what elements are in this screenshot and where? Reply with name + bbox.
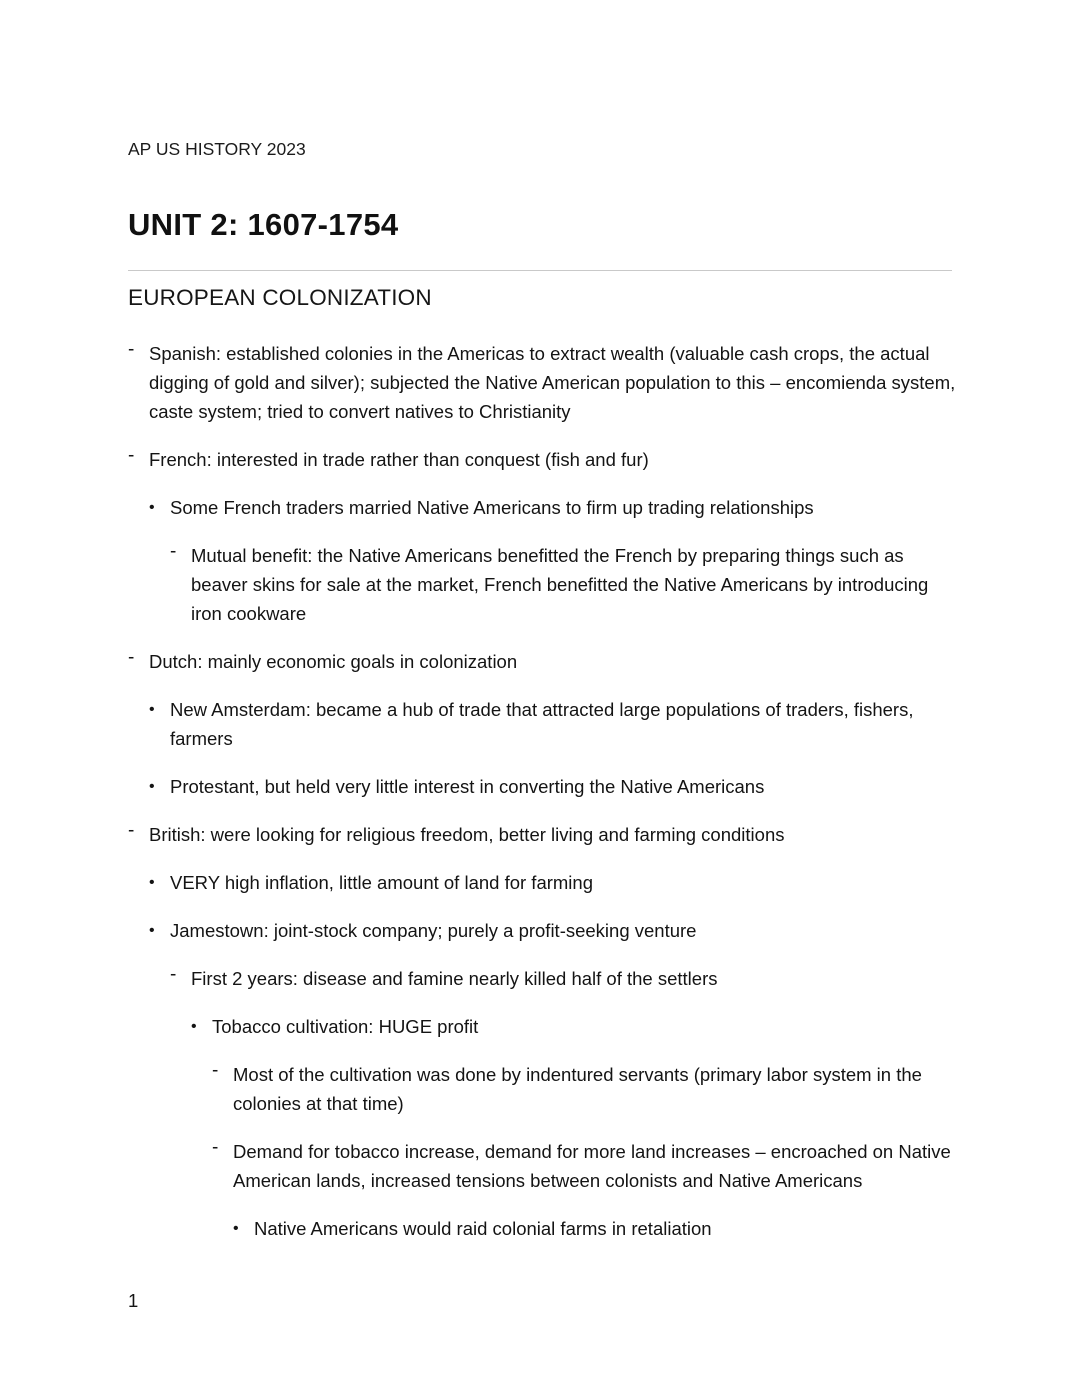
bullet-marker-icon: • bbox=[149, 874, 155, 891]
bullet-marker-icon: • bbox=[191, 1018, 197, 1035]
bullet-marker-icon: • bbox=[149, 922, 155, 939]
list-item bbox=[128, 445, 956, 474]
section-heading: EUROPEAN COLONIZATION bbox=[128, 285, 432, 310]
list-item-text: British: were looking for religious freedom, better living and farming conditions bbox=[149, 824, 785, 845]
list-item bbox=[149, 868, 956, 897]
title-divider bbox=[128, 270, 952, 271]
list-item-text: VERY high inflation, little amount of land for farming bbox=[170, 872, 593, 893]
list-item-text: French: interested in trade rather than conquest (fish and fur) bbox=[149, 449, 649, 470]
list-item bbox=[149, 493, 956, 522]
list-item bbox=[212, 1137, 956, 1195]
list-item bbox=[170, 964, 956, 993]
list-item-text: Jamestown: joint-stock company; purely a profit-seeking venture bbox=[170, 920, 697, 941]
list-item bbox=[170, 541, 956, 628]
list-item bbox=[149, 916, 956, 945]
dash-marker-icon: - bbox=[128, 647, 135, 668]
bullet-marker-icon: • bbox=[149, 499, 155, 516]
bullet-list bbox=[128, 339, 956, 1243]
page-number: 1 bbox=[128, 1290, 139, 1311]
list-item bbox=[212, 1060, 956, 1118]
list-item bbox=[128, 820, 956, 849]
list-item bbox=[128, 647, 956, 676]
list-item-text: Spanish: established colonies in the Americas to extract wealth (valuable cash crops, the actual digging of gold and silver); subjected the Native American population to this – encomienda system, caste system; tried to convert natives to Christianity bbox=[149, 343, 956, 422]
dash-marker-icon: - bbox=[128, 820, 135, 841]
list-item-text: Demand for tobacco increase, demand for more land increases – encroached on Native American lands, increased tensions between colonists and Native Americans bbox=[233, 1141, 951, 1191]
dash-marker-icon: - bbox=[212, 1060, 219, 1081]
list-item-text: Some French traders married Native Americans to firm up trading relationships bbox=[170, 497, 814, 518]
document-header: AP US HISTORY 2023 bbox=[128, 139, 306, 159]
list-item-text: Most of the cultivation was done by indentured servants (primary labor system in the colonies at that time) bbox=[233, 1064, 922, 1114]
list-item bbox=[233, 1214, 956, 1243]
list-item bbox=[191, 1012, 956, 1041]
bullet-marker-icon: • bbox=[149, 778, 155, 795]
dash-marker-icon: - bbox=[128, 339, 135, 360]
dash-marker-icon: - bbox=[212, 1137, 219, 1158]
list-item bbox=[149, 695, 956, 753]
dash-marker-icon: - bbox=[170, 964, 177, 985]
list-item-text: New Amsterdam: became a hub of trade that attracted large populations of traders, fishers, farmers bbox=[170, 699, 914, 749]
dash-marker-icon: - bbox=[128, 445, 135, 466]
list-item-text: Dutch: mainly economic goals in colonization bbox=[149, 651, 518, 672]
list-item-text: First 2 years: disease and famine nearly killed half of the settlers bbox=[191, 968, 718, 989]
list-item bbox=[149, 772, 956, 801]
list-item-text: Mutual benefit: the Native Americans benefitted the French by preparing things such as beaver skins for sale at the market, French benefitted the Native Americans by introducing iron cookware bbox=[191, 545, 929, 624]
list-item-text: Protestant, but held very little interest in converting the Native Americans bbox=[170, 776, 765, 797]
list-item bbox=[128, 339, 956, 426]
bullet-marker-icon: • bbox=[149, 701, 155, 718]
page-title: UNIT 2: 1607-1754 bbox=[128, 207, 399, 242]
dash-marker-icon: - bbox=[170, 541, 177, 562]
bullet-marker-icon: • bbox=[233, 1220, 239, 1237]
list-item-text: Tobacco cultivation: HUGE profit bbox=[212, 1016, 479, 1037]
list-item-text: Native Americans would raid colonial farms in retaliation bbox=[254, 1218, 712, 1239]
